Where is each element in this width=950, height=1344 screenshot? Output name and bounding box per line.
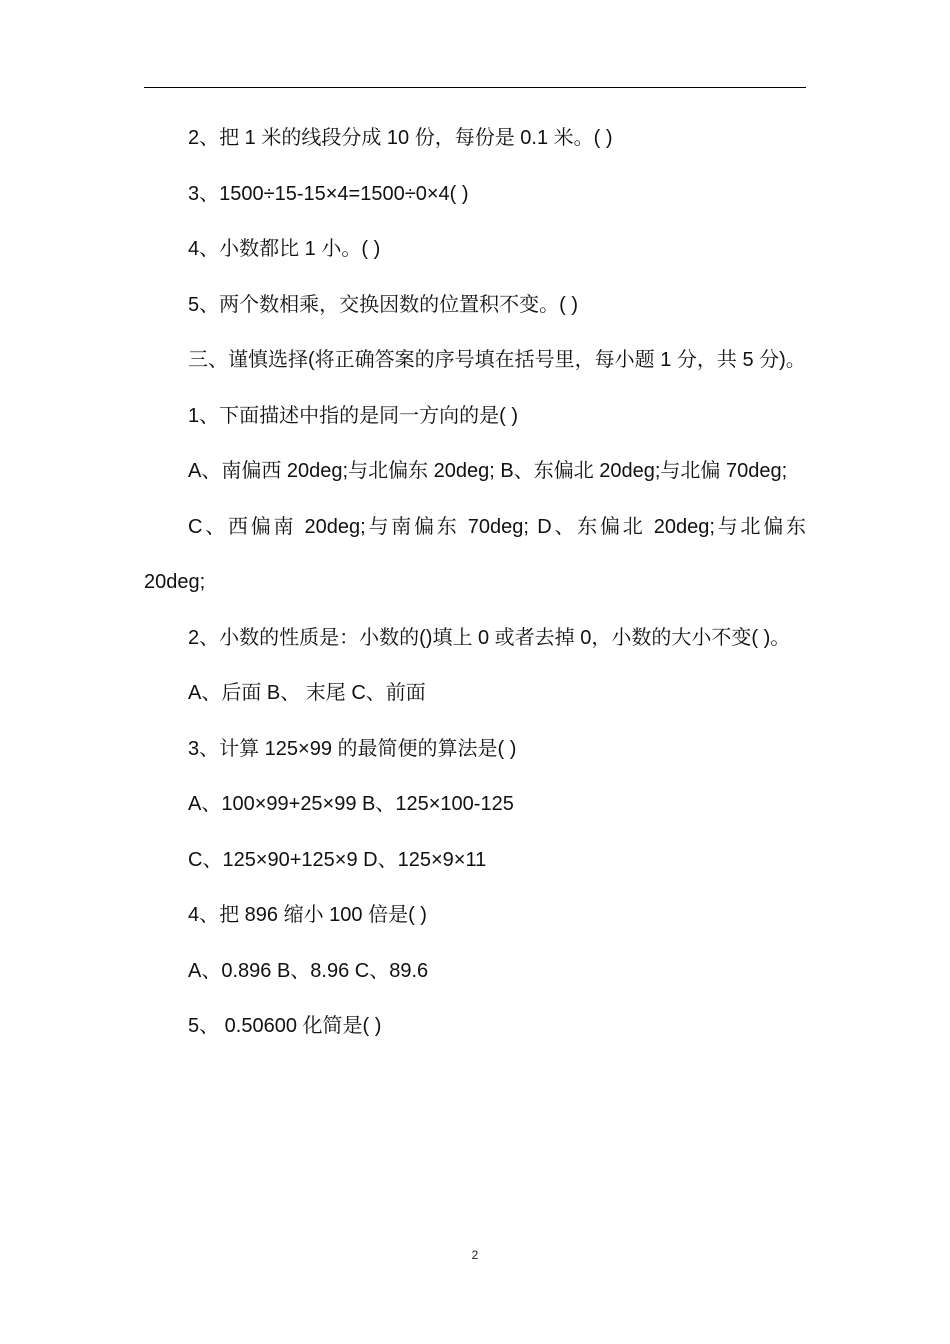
judgment-item-4: 4、小数都比 1 小。( ) [188, 238, 381, 260]
choice-3-options-ab: A、100×99+25×99 B、125×100-125 [188, 793, 514, 815]
choice-question-2: 2、小数的性质是：小数的()填上 0 或者去掉 0，小数的大小不变( )。 [188, 626, 791, 649]
document-body [144, 111, 806, 1055]
choice-1-options-cd: C、西偏南 20deg;与南偏东 70deg; D、东偏北 20deg;与北偏东 20deg; [144, 515, 806, 593]
judgment-item-3: 3、1500÷15-15×4=1500÷0×4( ) [188, 182, 469, 205]
choice-2-options: A、后面 B、 末尾 C、前面 [188, 682, 426, 704]
choice-question-3: 3、计算 125×99 的最简便的算法是( ) [188, 737, 517, 760]
judgment-item-2: 2、把 1 米的线段分成 10 份，每份是 0.1 米。( ) [188, 127, 613, 149]
choice-4-options: A、0.896 B、8.96 C、89.6 [188, 959, 429, 982]
header-rule [144, 87, 806, 88]
judgment-item-5: 5、两个数相乘，交换因数的位置积不变。( ) [188, 293, 578, 316]
section-heading-choice: 三、谨慎选择(将正确答案的序号填在括号里，每小题 1 分，共 5 分)。 [188, 349, 806, 371]
choice-3-options-cd: C、125×90+125×9 D、125×9×11 [188, 848, 487, 871]
choice-question-1: 1、下面描述中指的是同一方向的是( ) [188, 404, 518, 427]
choice-1-options-ab: A、南偏西 20deg;与北偏东 20deg; B、东偏北 20deg;与北偏 70deg; [188, 460, 788, 482]
page-number: 2 [471, 1248, 479, 1262]
choice-question-4: 4、把 896 缩小 100 倍是( ) [188, 904, 427, 926]
choice-question-5: 5、 0.50600 化简是( ) [188, 1015, 382, 1037]
